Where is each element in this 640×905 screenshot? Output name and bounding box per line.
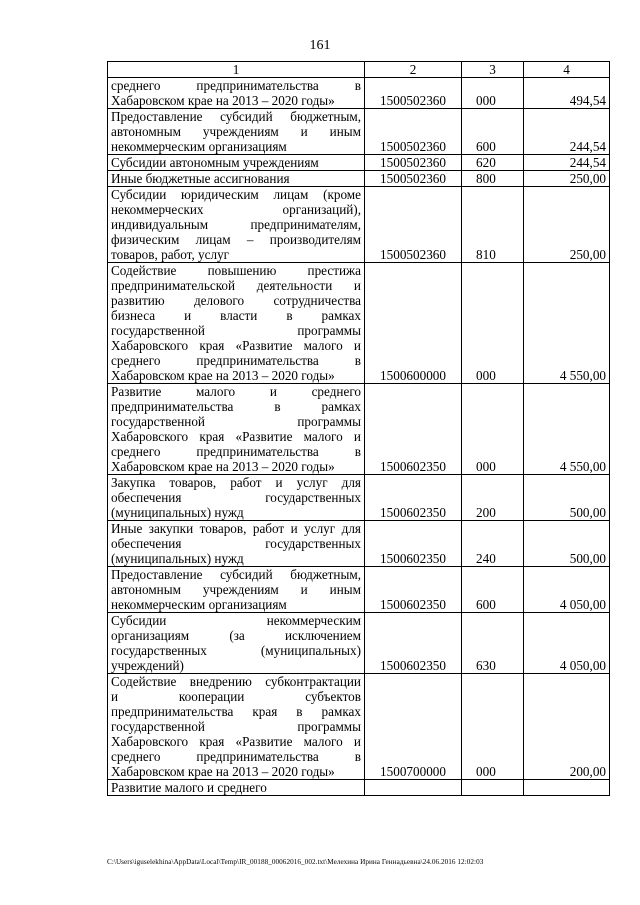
row-name-cell	[108, 674, 365, 780]
row-name-line: физическим лицам – производителям	[111, 232, 361, 247]
row-name-line: автономным учреждениям и иным	[111, 124, 361, 139]
row-name-cell	[108, 475, 365, 521]
row-expense-type-cell: 800	[462, 171, 524, 187]
row-name-line: товаров, работ, услуг	[111, 247, 230, 262]
row-name-line: обеспечения государственных	[111, 536, 361, 551]
row-name-line: Развитие малого и среднего	[111, 384, 361, 399]
table-row	[108, 187, 610, 263]
budget-table	[107, 61, 610, 796]
row-expense-type-cell	[462, 780, 524, 796]
row-name-line: государственных (муниципальных)	[111, 643, 361, 658]
row-name-line: и кооперации субъектов	[111, 689, 361, 704]
row-expense-type-cell: 200	[462, 475, 524, 521]
row-name-line: (муниципальных) нужд	[111, 551, 244, 566]
row-code-cell: 1500602350	[365, 384, 462, 475]
row-name-line: Содействие внедрению субконтрактации	[111, 674, 361, 689]
row-code-cell: 1500502360	[365, 187, 462, 263]
row-name-line: среднего предпринимательства в	[111, 749, 361, 764]
row-name-line: Хабаровском крае на 2013 – 2020 годы»	[111, 93, 335, 108]
page-number: 161	[309, 38, 331, 53]
row-name-line: автономным учреждениям и иным	[111, 582, 361, 597]
row-expense-type-cell: 810	[462, 187, 524, 263]
row-name-cell	[108, 384, 365, 475]
row-name-line: Иные закупки товаров, работ и услуг для	[111, 521, 361, 536]
row-code-cell: 1500502360	[365, 155, 462, 171]
row-name-line: среднего предпринимательства в	[111, 353, 361, 368]
row-name-line: предпринимательской деятельности и	[111, 278, 361, 293]
column-header-4: 4	[524, 62, 610, 78]
column-header-2: 2	[365, 62, 462, 78]
row-name-line: Хабаровского края «Развитие малого и	[111, 338, 361, 353]
row-name-line: государственной программы	[111, 414, 361, 429]
row-code-cell: 1500502360	[365, 109, 462, 155]
column-header-3: 3	[462, 62, 524, 78]
row-code-cell: 1500602350	[365, 613, 462, 674]
row-code-cell: 1500602350	[365, 475, 462, 521]
row-name-line: Закупка товаров, работ и услуг для	[111, 475, 361, 490]
row-name-line: Хабаровском крае на 2013 – 2020 годы»	[111, 764, 335, 779]
row-sum-cell: 494,54	[524, 78, 610, 109]
row-name-line: Субсидии юридическим лицам (кроме	[111, 187, 361, 202]
row-code-cell: 1500502360	[365, 171, 462, 187]
row-name-line: Развитие малого и среднего	[111, 780, 267, 795]
row-sum-cell: 244,54	[524, 109, 610, 155]
table-row	[108, 263, 610, 384]
row-code-cell	[365, 780, 462, 796]
row-name-line: Содействие повышению престижа	[111, 263, 361, 278]
row-expense-type-cell: 000	[462, 674, 524, 780]
row-name-line: среднего предпринимательства в	[111, 444, 361, 459]
row-name-line: некоммерческих организаций),	[111, 202, 361, 217]
row-code-cell: 1500700000	[365, 674, 462, 780]
row-name-line: развитию делового сотрудничества	[111, 293, 361, 308]
row-code-cell: 1500502360	[365, 78, 462, 109]
column-header-1: 1	[108, 62, 365, 78]
row-name-line: Иные бюджетные ассигнования	[111, 171, 290, 186]
row-name-line: Предоставление субсидий бюджетным,	[111, 567, 361, 582]
row-sum-cell: 250,00	[524, 187, 610, 263]
row-name-line: некоммерческим организациям	[111, 597, 287, 612]
row-name-cell	[108, 263, 365, 384]
table-row	[108, 155, 610, 171]
row-name-line: Предоставление субсидий бюджетным,	[111, 109, 361, 124]
row-name-line: организациям (за исключением	[111, 628, 361, 643]
row-name-line: предпринимательства края в рамках	[111, 704, 361, 719]
row-name-cell	[108, 171, 365, 187]
table-row	[108, 674, 610, 780]
row-code-cell: 1500600000	[365, 263, 462, 384]
row-name-line: государственной программы	[111, 323, 361, 338]
row-sum-cell: 4 550,00	[524, 384, 610, 475]
row-sum-cell: 200,00	[524, 674, 610, 780]
table-row	[108, 780, 610, 796]
row-name-line: (муниципальных) нужд	[111, 505, 244, 520]
row-name-line: Субсидии автономным учреждениям	[111, 155, 319, 170]
row-sum-cell	[524, 780, 610, 796]
row-name-cell	[108, 613, 365, 674]
row-expense-type-cell: 600	[462, 567, 524, 613]
row-sum-cell: 500,00	[524, 521, 610, 567]
row-code-cell: 1500602350	[365, 521, 462, 567]
row-expense-type-cell: 240	[462, 521, 524, 567]
table-row	[108, 171, 610, 187]
row-name-cell	[108, 78, 365, 109]
row-name-line: государственной программы	[111, 719, 361, 734]
row-sum-cell: 500,00	[524, 475, 610, 521]
row-name-cell	[108, 521, 365, 567]
row-name-cell	[108, 780, 365, 796]
row-name-cell	[108, 567, 365, 613]
table-row	[108, 384, 610, 475]
row-expense-type-cell: 630	[462, 613, 524, 674]
row-expense-type-cell: 000	[462, 78, 524, 109]
table-row	[108, 78, 610, 109]
table-row	[108, 521, 610, 567]
table-row	[108, 109, 610, 155]
row-code-cell: 1500602350	[365, 567, 462, 613]
row-sum-cell: 4 050,00	[524, 613, 610, 674]
row-name-line: некоммерческим организациям	[111, 139, 287, 154]
table-row	[108, 475, 610, 521]
row-sum-cell: 4 050,00	[524, 567, 610, 613]
table-row	[108, 567, 610, 613]
row-name-line: Хабаровского края «Развитие малого и	[111, 734, 361, 749]
row-expense-type-cell: 000	[462, 263, 524, 384]
row-name-cell	[108, 109, 365, 155]
row-sum-cell: 4 550,00	[524, 263, 610, 384]
row-name-line: Субсидии некоммерческим	[111, 613, 361, 628]
row-name-line: предпринимательства в рамках	[111, 399, 361, 414]
row-sum-cell: 244,54	[524, 155, 610, 171]
row-name-line: Хабаровском крае на 2013 – 2020 годы»	[111, 368, 335, 383]
row-name-line: индивидуальным предпринимателям,	[111, 217, 361, 232]
row-name-line: среднего предпринимательства в	[111, 78, 361, 93]
row-name-line: учреждений)	[111, 658, 184, 673]
row-name-line: обеспечения государственных	[111, 490, 361, 505]
row-sum-cell: 250,00	[524, 171, 610, 187]
row-expense-type-cell: 000	[462, 384, 524, 475]
table-row	[108, 613, 610, 674]
table-header-row	[108, 62, 610, 78]
row-expense-type-cell: 620	[462, 155, 524, 171]
row-name-cell	[108, 155, 365, 171]
file-path-footer: C:\Users\iguselekhina\AppData\Local\Temp\IR_00188_00062016_002.txt\Мелехина Ирина Геннадьевна\24.06.2016 12:02:03	[107, 858, 484, 866]
row-name-line: бизнеса и власти в рамках	[111, 308, 361, 323]
row-name-line: Хабаровского края «Развитие малого и	[111, 429, 361, 444]
row-name-cell	[108, 187, 365, 263]
row-name-line: Хабаровском крае на 2013 – 2020 годы»	[111, 459, 335, 474]
row-expense-type-cell: 600	[462, 109, 524, 155]
